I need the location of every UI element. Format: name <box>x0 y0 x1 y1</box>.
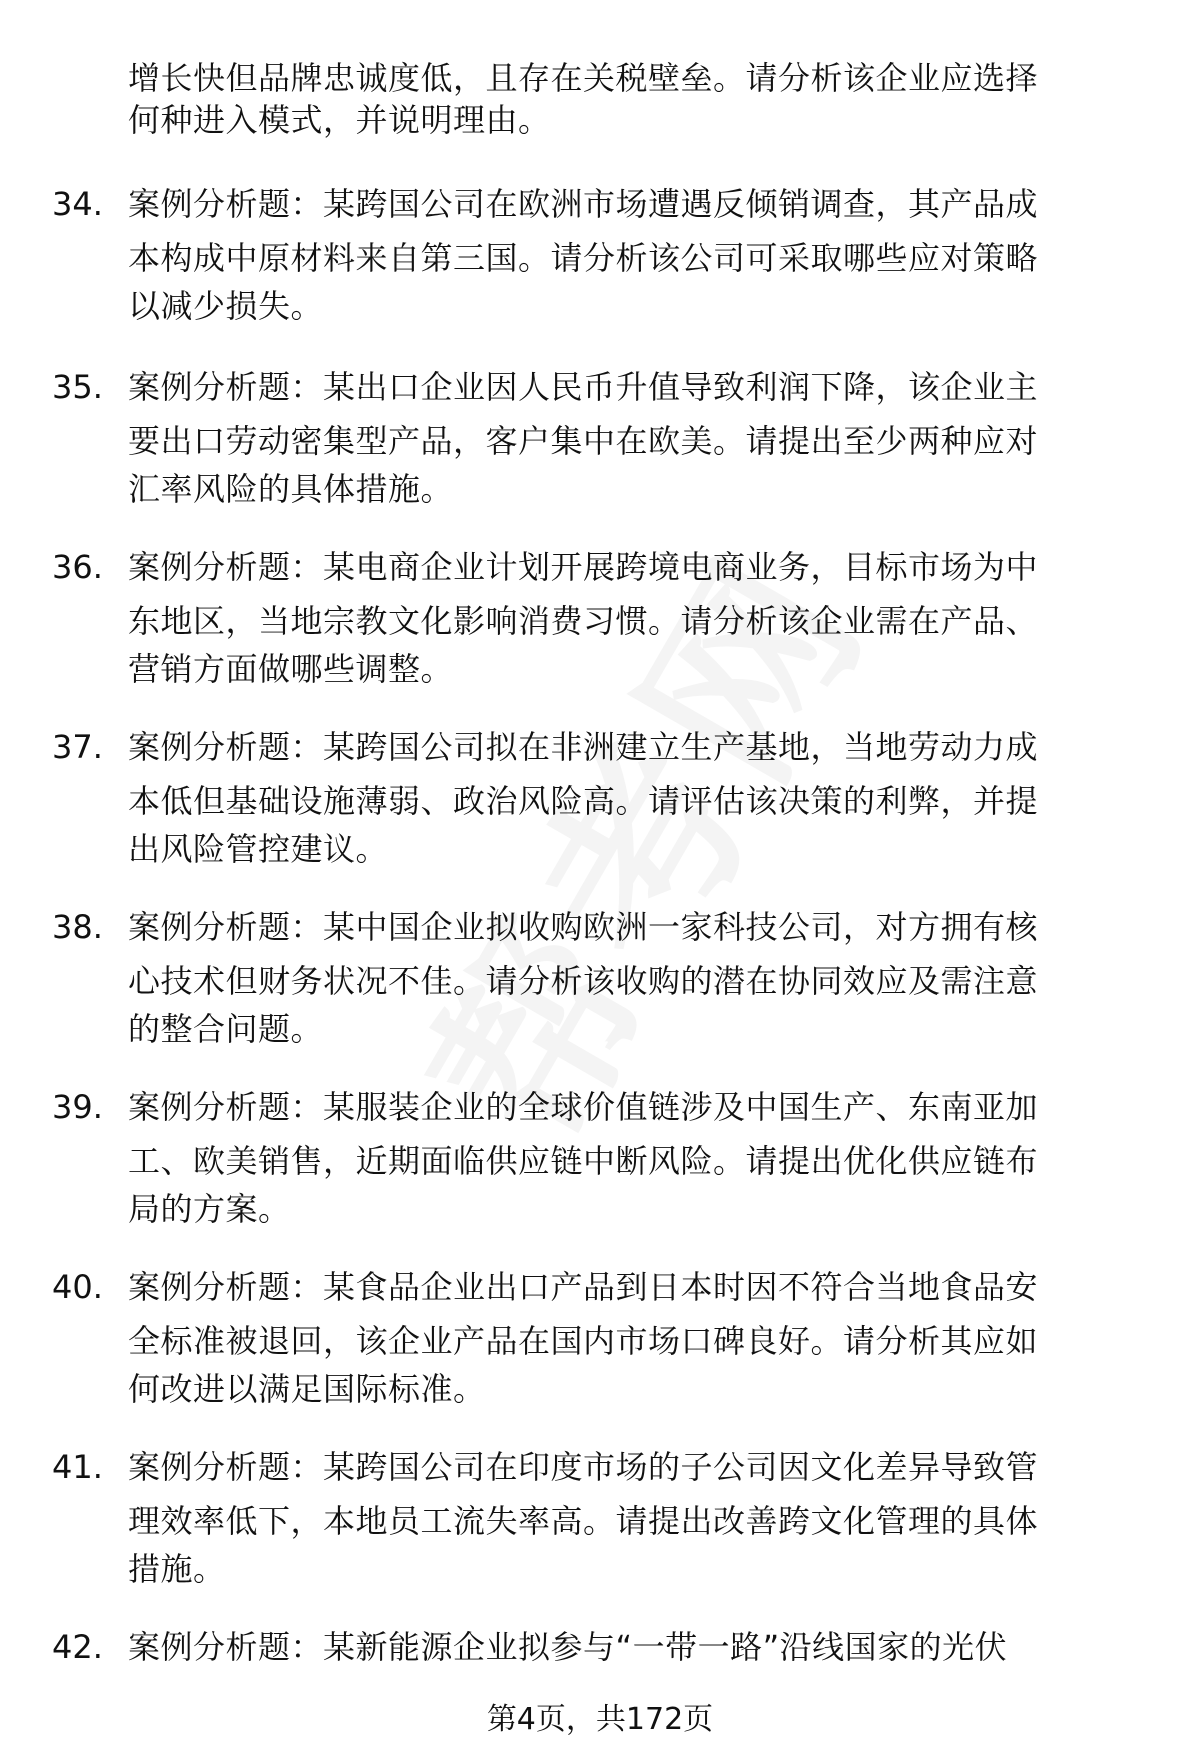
question-text-line: 汇率风险的具体措施。 <box>128 470 454 508</box>
question-text-line: 案例分析题：某跨国公司拟在非洲建立生产基地，当地劳动力成 <box>128 728 1039 766</box>
question-text-line: 本构成中原材料来自第三国。请分析该公司可采取哪些应对策略 <box>128 239 1039 277</box>
question-38 <box>52 897 1152 1053</box>
question-39 <box>52 1077 1152 1233</box>
question-text-line: 出风险管控建议。 <box>128 830 389 868</box>
question-number: 37. <box>52 728 103 766</box>
question-text-line: 工、欧美销售，近期面临供应链中断风险。请提出优化供应链布 <box>128 1142 1039 1180</box>
question-text-line: 案例分析题：某出口企业因人民币升值导致利润下降，该企业主 <box>128 368 1039 406</box>
question-text-line: 案例分析题：某电商企业计划开展跨境电商业务，目标市场为中 <box>128 548 1039 586</box>
question-number: 41. <box>52 1448 103 1486</box>
question-text-line: 的整合问题。 <box>128 1010 324 1048</box>
question-number: 35. <box>52 368 103 406</box>
continuation-line-2: 何种进入模式，并说明理由。 <box>128 101 551 139</box>
question-text-line: 心技术但财务状况不佳。请分析该收购的潜在协同效应及需注意 <box>128 962 1039 1000</box>
question-text-line: 本低但基础设施薄弱、政治风险高。请评估该决策的利弊，并提 <box>128 782 1039 820</box>
page-number-footer: 第4页，共172页 <box>486 1702 714 1737</box>
question-35 <box>52 357 1152 513</box>
question-36 <box>52 537 1152 693</box>
question-text-line: 案例分析题：某跨国公司在印度市场的子公司因文化差异导致管 <box>128 1448 1039 1486</box>
question-text-line: 案例分析题：某新能源企业拟参与“一带一路”沿线国家的光伏 <box>128 1628 1008 1666</box>
question-text-line: 局的方案。 <box>128 1190 291 1228</box>
question-text-line: 全标准被退回，该企业产品在国内市场口碑良好。请分析其应如 <box>128 1322 1039 1360</box>
question-text-line: 何改进以满足国际标准。 <box>128 1370 486 1408</box>
question-text-line: 案例分析题：某服装企业的全球价值链涉及中国生产、东南亚加 <box>128 1088 1039 1126</box>
question-40 <box>52 1257 1152 1413</box>
continuation-line-1: 增长快但品牌忠诚度低，且存在关税壁垒。请分析该企业应选择 <box>128 59 1039 97</box>
question-text-line: 案例分析题：某食品企业出口产品到日本时因不符合当地食品安 <box>128 1268 1039 1306</box>
question-number: 38. <box>52 908 103 946</box>
question-text-line: 措施。 <box>128 1550 226 1588</box>
question-41 <box>52 1437 1152 1593</box>
question-number: 34. <box>52 185 103 223</box>
question-text-line: 东地区，当地宗教文化影响消费习惯。请分析该企业需在产品、 <box>128 602 1039 640</box>
question-number: 36. <box>52 548 103 586</box>
question-37 <box>52 717 1152 873</box>
question-text-line: 案例分析题：某中国企业拟收购欧洲一家科技公司，对方拥有核 <box>128 908 1039 946</box>
question-text-line: 案例分析题：某跨国公司在欧洲市场遭遇反倾销调查，其产品成 <box>128 185 1039 223</box>
question-number: 40. <box>52 1268 103 1306</box>
question-text-line: 以减少损失。 <box>128 287 324 325</box>
question-34 <box>52 174 1152 330</box>
question-text-line: 要出口劳动密集型产品，客户集中在欧美。请提出至少两种应对 <box>128 422 1039 460</box>
question-42 <box>52 1617 1152 1677</box>
question-text-line: 营销方面做哪些调整。 <box>128 650 454 688</box>
question-number: 42. <box>52 1628 103 1666</box>
question-number: 39. <box>52 1088 103 1126</box>
question-text-line: 理效率低下，本地员工流失率高。请提出改善跨文化管理的具体 <box>128 1502 1039 1540</box>
